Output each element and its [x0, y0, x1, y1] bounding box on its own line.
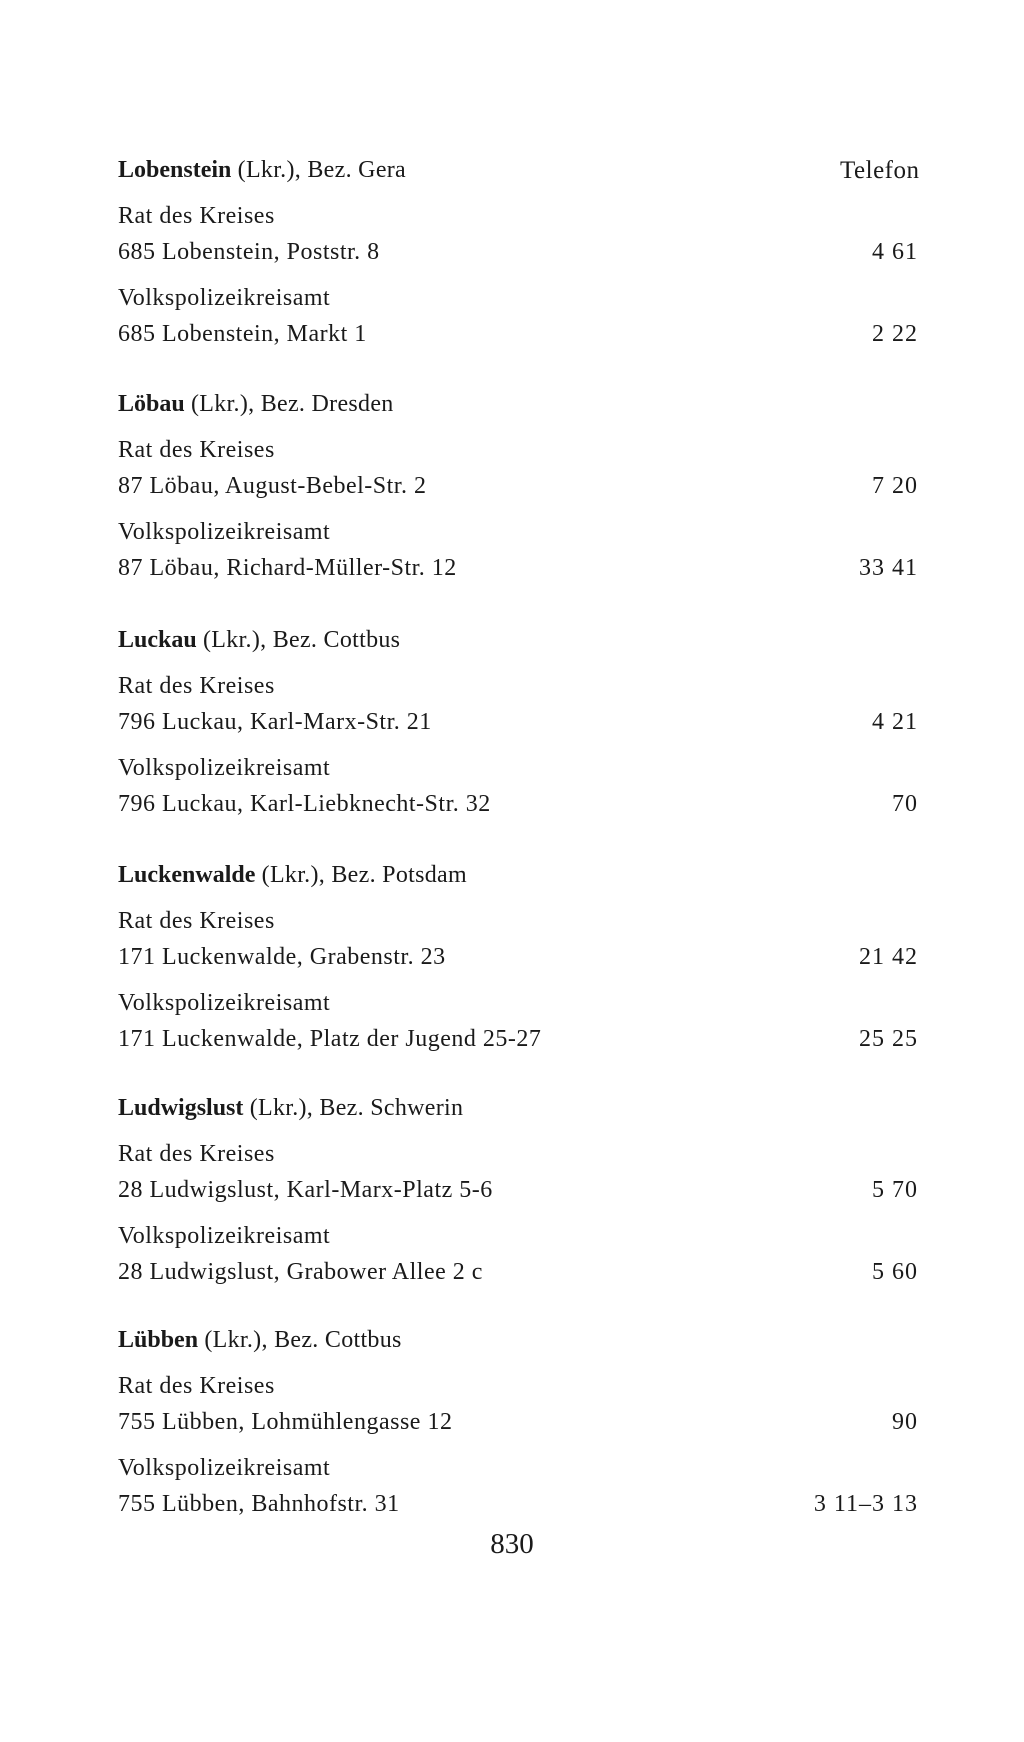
- phone-number: 2 22: [872, 321, 918, 347]
- district-name: Luckenwalde: [118, 862, 256, 888]
- office-entry: [118, 514, 918, 586]
- office-name: Volkspolizeikreisamt: [118, 1455, 331, 1481]
- address-text: 171 Luckenwalde, Platz der Jugend 25-27: [118, 1026, 542, 1052]
- phone-number: 25 25: [859, 1026, 918, 1052]
- district-name: Löbau: [118, 391, 185, 417]
- address-text: 796 Luckau, Karl-Liebknecht-Str. 32: [118, 791, 491, 817]
- office-entry: [118, 1450, 918, 1522]
- phone-number: 7 20: [872, 473, 918, 499]
- office-entry: [118, 280, 918, 352]
- address-text: 685 Lobenstein, Poststr. 8: [118, 239, 380, 265]
- page-number: 830: [490, 1528, 534, 1560]
- office-name: Rat des Kreises: [118, 1141, 275, 1167]
- office-entry: [118, 668, 918, 740]
- district-section: [118, 152, 918, 352]
- address-line: [118, 1254, 918, 1290]
- column-header-telefon: Telefon: [840, 157, 920, 184]
- district-section: [118, 1322, 918, 1522]
- address-text: 755 Lübben, Bahnhofstr. 31: [118, 1491, 400, 1517]
- office-entry: [118, 198, 918, 270]
- address-line: [118, 234, 918, 270]
- phone-number: 5 70: [872, 1177, 918, 1203]
- address-line: [118, 1486, 918, 1522]
- office-name: Rat des Kreises: [118, 908, 275, 934]
- district-section: [118, 622, 918, 822]
- office-entry: [118, 1368, 918, 1440]
- office-name: Rat des Kreises: [118, 1373, 275, 1399]
- address-line: [118, 316, 918, 352]
- district-heading: [118, 857, 918, 893]
- office-name: Volkspolizeikreisamt: [118, 755, 331, 781]
- office-entry: [118, 985, 918, 1057]
- address-line: [118, 1404, 918, 1440]
- district-name: Ludwigslust: [118, 1095, 244, 1121]
- address-text: 685 Lobenstein, Markt 1: [118, 321, 367, 347]
- address-line: [118, 939, 918, 975]
- district-name: Lübben: [118, 1327, 199, 1353]
- office-entry: [118, 432, 918, 504]
- address-line: [118, 1172, 918, 1208]
- address-text: 28 Ludwigslust, Grabower Allee 2 c: [118, 1259, 483, 1285]
- address-text: 755 Lübben, Lohmühlengasse 12: [118, 1409, 453, 1435]
- address-text: 87 Löbau, August-Bebel-Str. 2: [118, 473, 427, 499]
- phone-number: 21 42: [859, 944, 918, 970]
- phone-number: 33 41: [859, 555, 918, 581]
- office-name: Volkspolizeikreisamt: [118, 1223, 331, 1249]
- district-suffix: (Lkr.), Bez. Cottbus: [196, 627, 401, 653]
- district-section: [118, 857, 918, 1057]
- address-text: 87 Löbau, Richard-Müller-Str. 12: [118, 555, 457, 581]
- phone-number: 4 21: [872, 709, 918, 735]
- district-suffix: (Lkr.), Bez. Gera: [231, 157, 407, 183]
- address-line: [118, 1021, 918, 1057]
- phone-number: 90: [892, 1409, 918, 1435]
- phone-number: 5 60: [872, 1259, 918, 1285]
- district-section: [118, 386, 918, 586]
- office-entry: [118, 1136, 918, 1208]
- district-suffix: (Lkr.), Bez. Potsdam: [255, 862, 467, 888]
- district-heading: [118, 622, 918, 658]
- district-heading: [118, 386, 918, 422]
- phone-number: 3 11–3 13: [813, 1491, 918, 1517]
- district-heading: [118, 152, 918, 188]
- address-line: [118, 550, 918, 586]
- office-name: Rat des Kreises: [118, 437, 275, 463]
- office-name: Volkspolizeikreisamt: [118, 990, 331, 1016]
- district-suffix: (Lkr.), Bez. Schwerin: [243, 1095, 464, 1121]
- office-name: Volkspolizeikreisamt: [118, 519, 331, 545]
- district-suffix: (Lkr.), Bez. Dresden: [184, 391, 394, 417]
- address-text: 28 Ludwigslust, Karl-Marx-Platz 5-6: [118, 1177, 493, 1203]
- district-name: Lobenstein: [118, 157, 232, 183]
- office-entry: [118, 903, 918, 975]
- district-heading: [118, 1090, 918, 1126]
- district-section: [118, 1090, 918, 1290]
- office-name: Rat des Kreises: [118, 673, 275, 699]
- district-name: Luckau: [118, 627, 197, 653]
- office-entry: [118, 1218, 918, 1290]
- address-line: [118, 786, 918, 822]
- phone-number: 4 61: [872, 239, 918, 265]
- district-heading: [118, 1322, 918, 1358]
- address-text: 171 Luckenwalde, Grabenstr. 23: [118, 944, 446, 970]
- phone-number: 70: [892, 791, 918, 817]
- address-text: 796 Luckau, Karl-Marx-Str. 21: [118, 709, 432, 735]
- district-suffix: (Lkr.), Bez. Cottbus: [198, 1327, 402, 1353]
- office-name: Rat des Kreises: [118, 203, 275, 229]
- office-entry: [118, 750, 918, 822]
- address-line: [118, 468, 918, 504]
- address-line: [118, 704, 918, 740]
- office-name: Volkspolizeikreisamt: [118, 285, 331, 311]
